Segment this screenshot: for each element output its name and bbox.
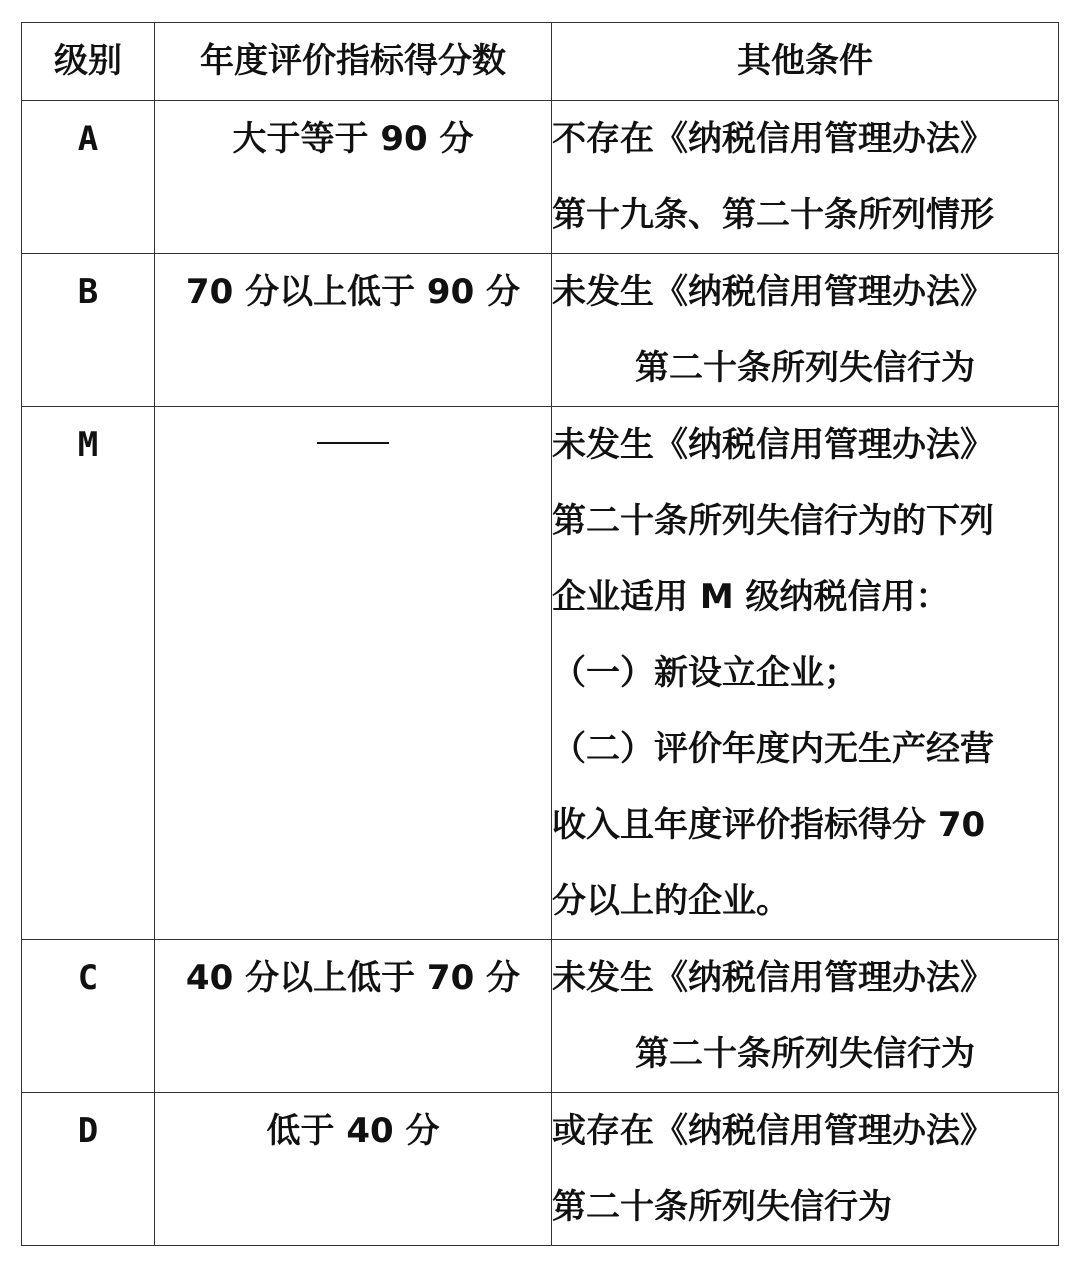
condition-line: 不存在《纳税信用管理办法》	[552, 119, 994, 159]
table-row	[22, 254, 1059, 407]
score-cell	[155, 407, 552, 940]
condition-line: 第二十条所列失信行为的下列	[552, 501, 994, 541]
conditions-cell	[552, 1093, 1059, 1246]
condition-line: 第二十条所列失信行为	[635, 348, 975, 388]
table-row	[22, 407, 1059, 940]
header-conditions: 其他条件	[552, 23, 1059, 101]
condition-line: （二）评价年度内无生产经营	[552, 729, 994, 769]
conditions-cell	[552, 407, 1059, 940]
level-cell: C	[22, 940, 155, 1093]
condition-line: 分以上的企业。	[552, 881, 790, 921]
level-cell: M	[22, 407, 155, 940]
level-cell: A	[22, 101, 155, 254]
condition-line: 或存在《纳税信用管理办法》	[552, 1111, 994, 1151]
conditions-cell	[552, 101, 1059, 254]
condition-line: 第十九条、第二十条所列情形	[552, 195, 994, 235]
condition-line: 第二十条所列失信行为	[552, 1187, 892, 1227]
table-row	[22, 1093, 1059, 1246]
score-cell: 70 分以上低于 90 分	[155, 254, 552, 407]
header-score: 年度评价指标得分数	[155, 23, 552, 101]
condition-line: 收入且年度评价指标得分 70	[552, 805, 986, 845]
score-cell: 大于等于 90 分	[155, 101, 552, 254]
header-level: 级别	[22, 23, 155, 101]
score-cell: 低于 40 分	[155, 1093, 552, 1246]
conditions-cell	[552, 254, 1059, 407]
table-header-row	[22, 23, 1059, 101]
table-row	[22, 101, 1059, 254]
dash-placeholder	[317, 442, 389, 444]
condition-line: （一）新设立企业；	[552, 653, 858, 693]
level-cell: D	[22, 1093, 155, 1246]
credit-level-table	[21, 22, 1059, 1246]
condition-line: 未发生《纳税信用管理办法》	[552, 958, 994, 998]
level-cell: B	[22, 254, 155, 407]
score-cell: 40 分以上低于 70 分	[155, 940, 552, 1093]
condition-line: 企业适用 M 级纳税信用：	[552, 577, 950, 617]
table-row	[22, 940, 1059, 1093]
conditions-cell	[552, 940, 1059, 1093]
condition-line: 第二十条所列失信行为	[635, 1034, 975, 1074]
condition-line: 未发生《纳税信用管理办法》	[552, 425, 994, 465]
condition-line: 未发生《纳税信用管理办法》	[552, 272, 994, 312]
